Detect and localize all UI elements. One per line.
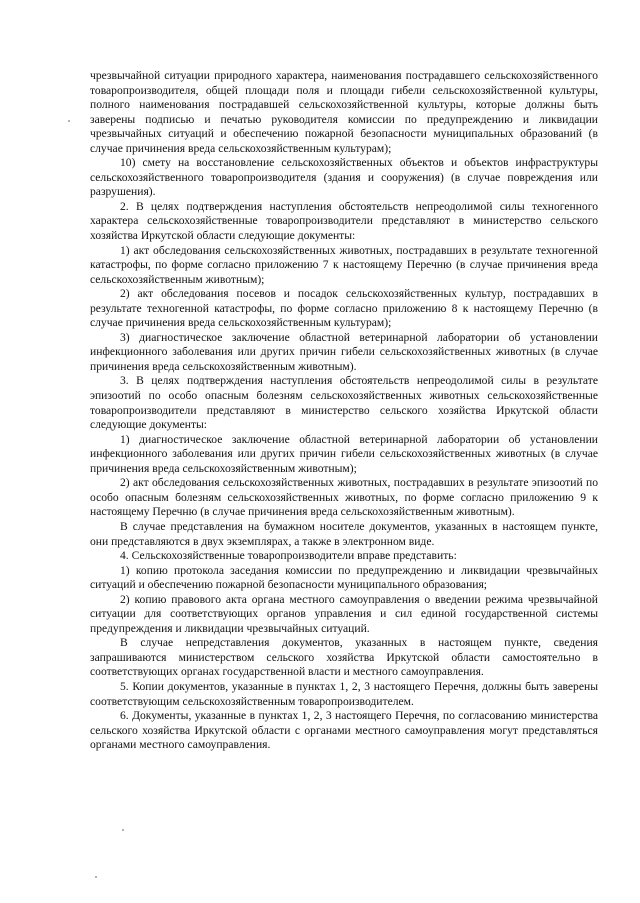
paragraph-5: 5. Копии документов, указанные в пунктах 1, 2, 3 настоящего Перечня, должны быть заверены соответствующим сельскохозяйственным товаропроизводителем. <box>90 679 598 708</box>
paragraph-6: 6. Документы, указанные в пунктах 1, 2, 3 настоящего Перечня, по согласованию министерства сельского хозяйства Иркутской области с органами местного самоуправления могут представляться органами местного самоуправления. <box>90 709 598 752</box>
paragraph-2-item-1: 1) акт обследования сельскохозяйственных животных, пострадавших в результате техногенной катастрофы, по форме согласно приложению 7 к настоящему Перечню (в случае причинения вреда сельскохозяйственным животным); <box>90 243 598 286</box>
paragraph-4-item-2: 2) копию правового акта органа местного самоуправления о введении режима чрезвычайной ситуации для соответствующих органов управления и сил единой государственной системы предупреждения и ликвидации чрезвычайных ситуаций. <box>90 592 598 635</box>
scan-speck <box>122 829 124 831</box>
document-body <box>90 69 598 753</box>
paragraph-3: 3. В целях подтверждения наступления обстоятельств непреодолимой силы в результате эпизоотий по особо опасным болезням сельскохозяйственных животных сельскохозяйственные товаропроизводители представляют в министерство сельского хозяйства Иркутской области следующие документы: <box>90 374 598 432</box>
paragraph-2: 2. В целях подтверждения наступления обстоятельств непреодолимой силы техногенного характера сельскохозяйственные товаропроизводители представляют в министерство сельского хозяйства Иркутской области следующие документы: <box>90 199 598 243</box>
paragraph-4: 4. Сельскохозяйственные товаропроизводители вправе представить: <box>120 549 457 563</box>
paragraph-3-item-2: 2) акт обследования сельскохозяйственных животных, пострадавших в результате эпизоотий по особо опасным болезням сельскохозяйственных животных, по форме согласно приложению 9 к настоящему Перечню (в случае причинения вреда сельскохозяйственным животным). <box>90 476 598 519</box>
scan-speck <box>95 876 97 878</box>
paragraph-2-item-2: 2) акт обследования посевов и посадок сельскохозяйственных культур, пострадавших в результате техногенной катастрофы, по форме согласно приложению 8 к настоящему Перечню (в случае причинения вреда сельскохозяйственным культурам); <box>90 287 598 330</box>
paragraph-4-item-1: 1) копию протокола заседания комиссии по предупреждению и ликвидации чрезвычайных ситуаций и обеспечению пожарной безопасности муниципального образования; <box>90 563 598 592</box>
paragraph-1-item-10: 10) смету на восстановление сельскохозяйственных объектов и объектов инфраструктуры сельскохозяйственного товаропроизводителя (здания и сооружения) (в случае повреждения или разрушения). <box>90 156 598 199</box>
scan-speck <box>68 120 70 122</box>
paragraph-1-continuation: чрезвычайной ситуации природного характера, наименования пострадавшего сельскохозяйственного товаропроизводителя, общей площади поля и площади гибели сельскохозяйственной культуры, полного наименования пострадавшей сельскохозяйственной культуры, которые должны быть заверены подписью и печатью руководителя комиссии по предупреждению и ликвидации чрезвычайных ситуаций и обеспечению пожарной безопасности муниципальных образований (в случае причинения вреда сельскохозяйственным культурам); <box>90 69 598 155</box>
paragraph-2-item-3: 3) диагностическое заключение областной ветеринарной лаборатории об установлении инфекционного заболевания или других причин гибели сельскохозяйственных животных (в случае причинения вреда сельскохозяйственным животным). <box>90 330 598 373</box>
paragraph-3-note: В случае представления на бумажном носителе документов, указанных в настоящем пункте, они представляются в двух экземплярах, а также в электронном виде. <box>90 519 598 548</box>
paragraph-4-note: В случае непредставления документов, указанных в настоящем пункте, сведения запрашиваются министерством сельского хозяйства Иркутской области самостоятельно в соответствующих органах государственной власти и местного самоуправления. <box>90 636 598 679</box>
paragraph-3-item-1: 1) диагностическое заключение областной ветеринарной лаборатории об установлении инфекционного заболевания или других причин гибели сельскохозяйственных животных (в случае причинения вреда сельскохозяйственным животным); <box>90 432 598 475</box>
